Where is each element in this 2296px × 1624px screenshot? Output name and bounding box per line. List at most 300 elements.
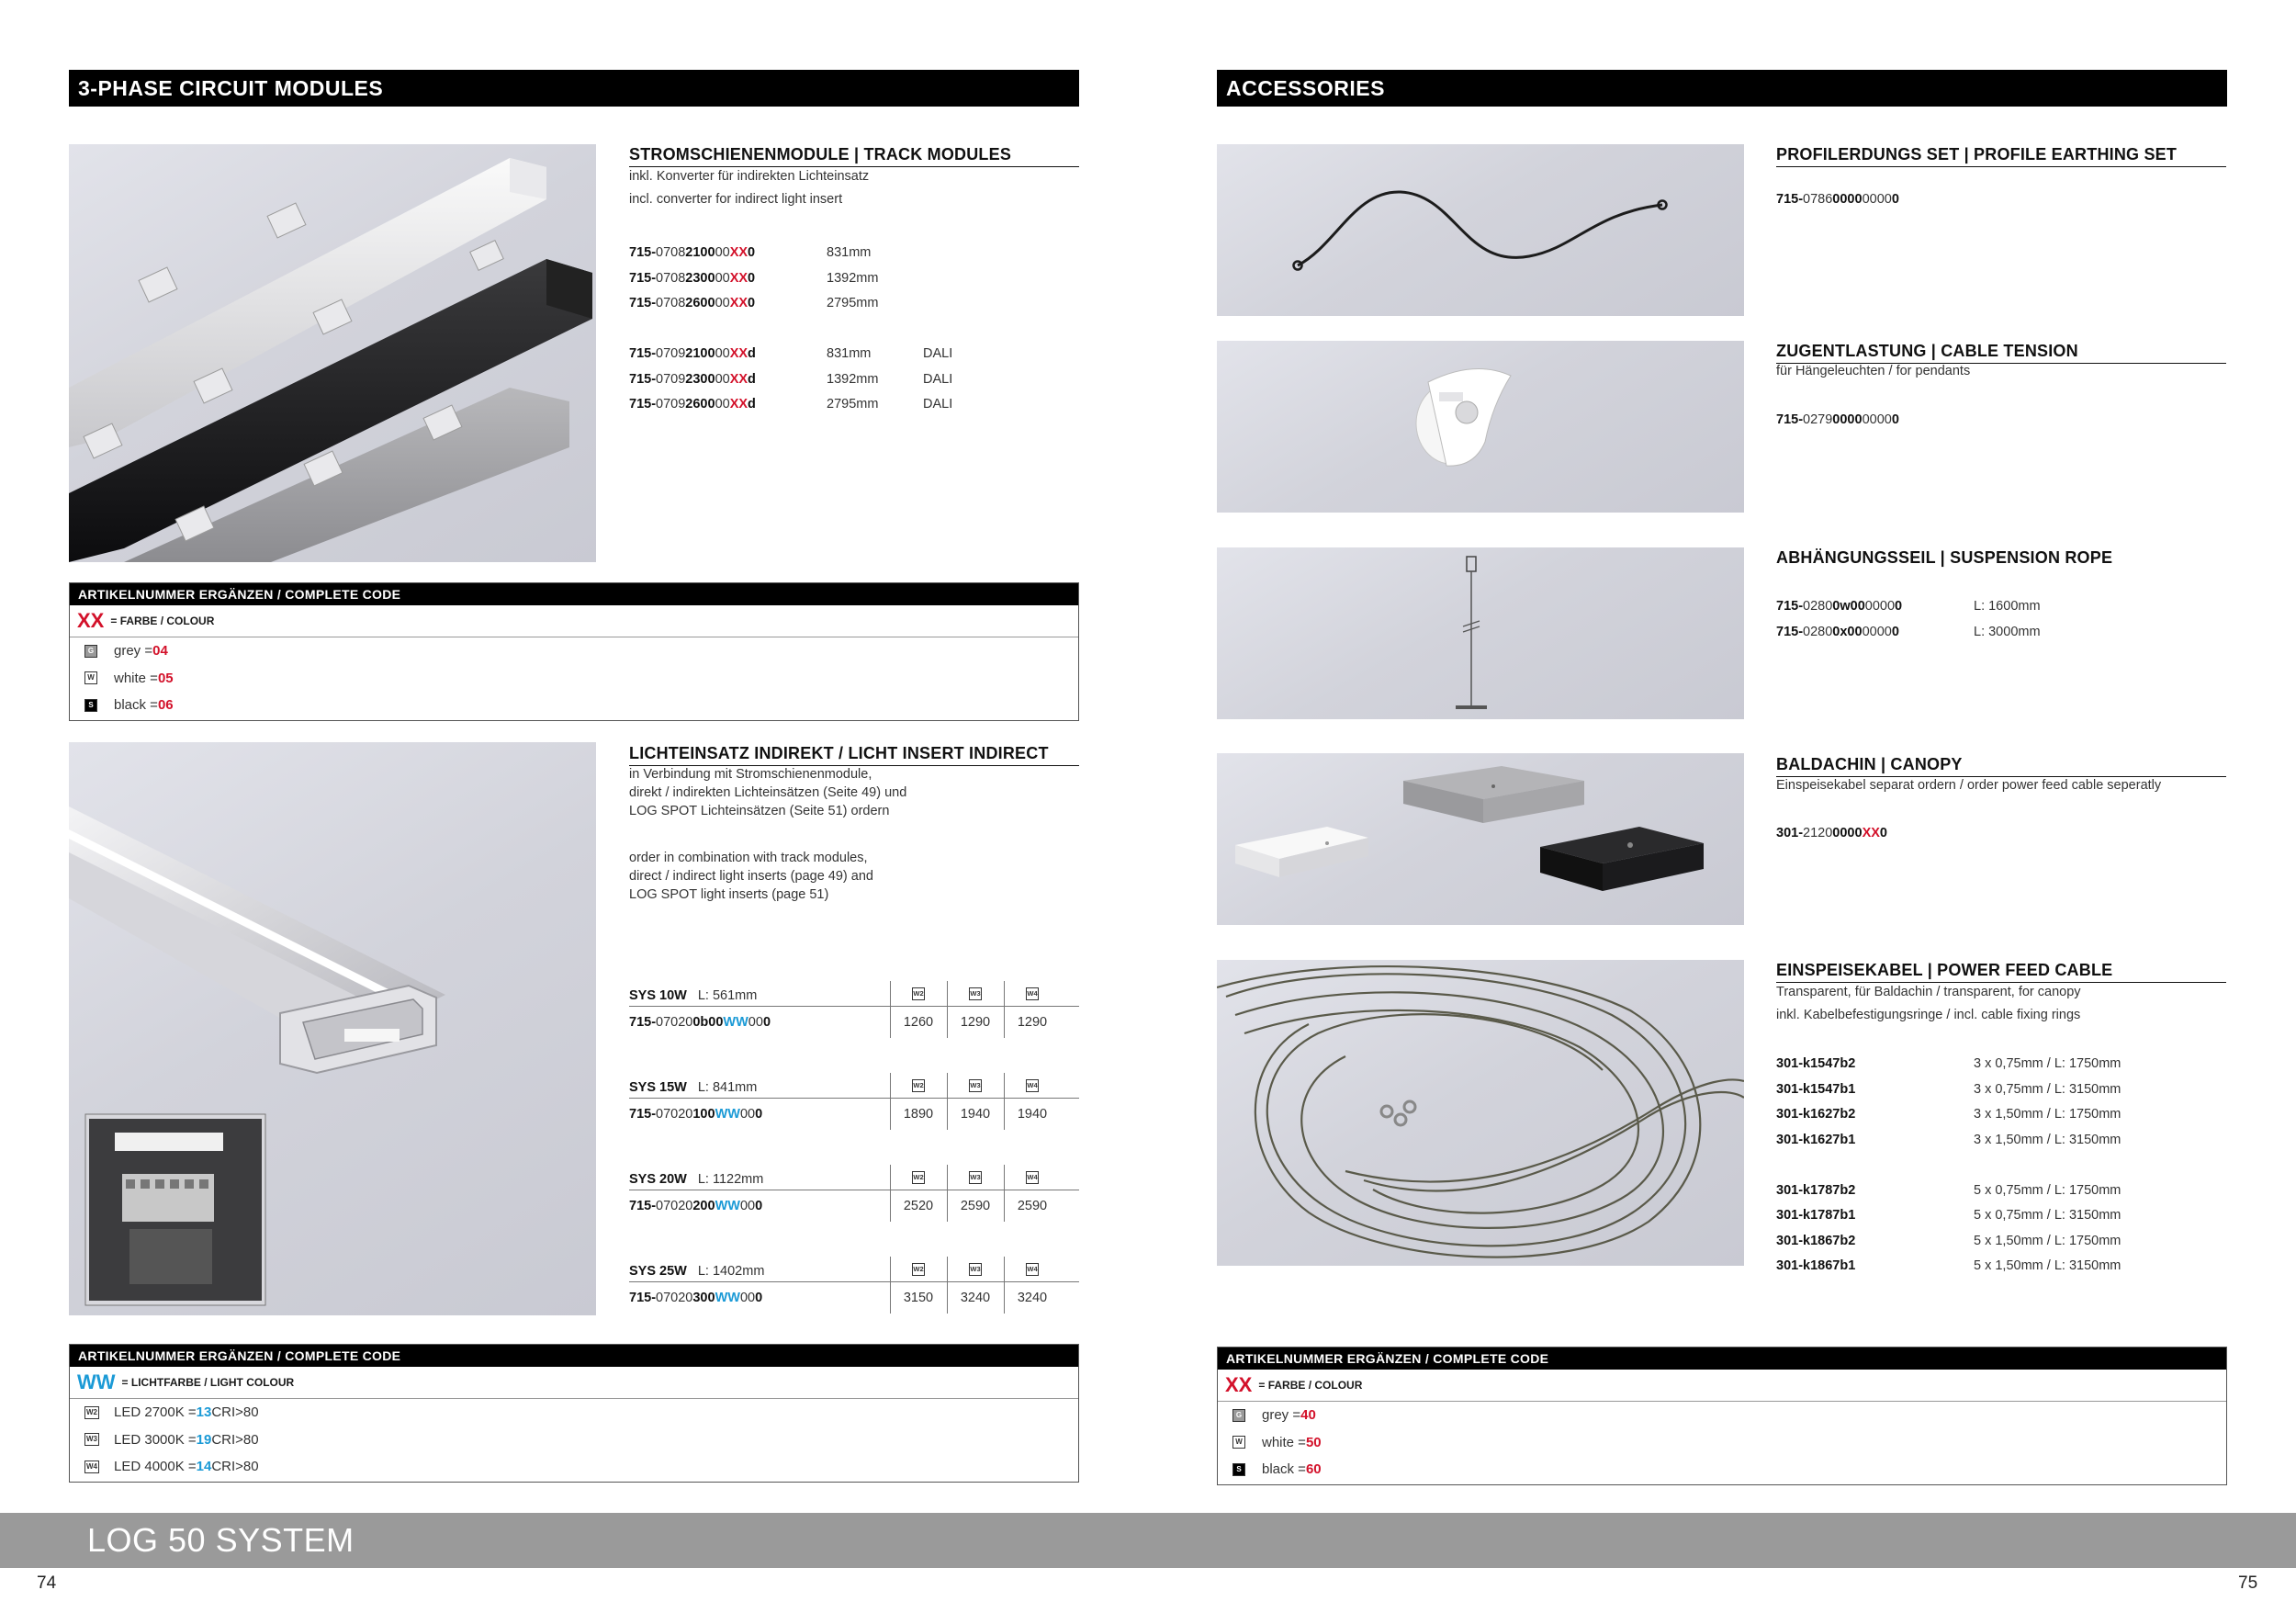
code-segment: XX — [729, 270, 748, 286]
code-segment: 0709 — [656, 397, 686, 412]
code-segment: 0000 — [1832, 192, 1863, 207]
spacer — [1776, 1153, 2121, 1179]
system-length: L: 1122mm — [697, 1172, 764, 1187]
code-segment: 715- — [1776, 192, 1804, 207]
code-segment: 715- — [1776, 412, 1804, 427]
column-divider — [947, 1257, 948, 1314]
article-code: 301-k1547b1 — [1776, 1081, 1856, 1097]
desc-line: incl. converter for indirect light insert — [629, 192, 843, 207]
code-segment: d — [748, 346, 756, 361]
column-divider — [1004, 1073, 1005, 1130]
code-segment: WW — [723, 1015, 748, 1030]
track-code-row — [629, 266, 1079, 292]
colour-swatch-icon: G — [1232, 1409, 1245, 1422]
option-code-value: 60 — [1305, 1461, 1322, 1478]
code-segment: 300 — [692, 1291, 715, 1305]
canopy-title: BALDACHIN | CANOPY — [1776, 755, 2226, 777]
column-divider — [1004, 981, 1005, 1038]
code-segment: 07020 — [656, 1015, 693, 1030]
cable-spec: 5 x 1,50mm / L: 1750mm — [1974, 1233, 2122, 1248]
module-length: 2795mm — [827, 296, 879, 310]
code-segment: 715- — [629, 245, 657, 260]
system-code — [629, 1282, 762, 1314]
cable-tension-photo — [1217, 341, 1744, 513]
power-feed-cable-codes — [1776, 1052, 2121, 1280]
colour-option — [1218, 1429, 2226, 1457]
lumen-value: 2590 — [960, 1199, 991, 1213]
catalog-footer-title: LOG 50 SYSTEM — [0, 1513, 2296, 1568]
article-code — [1776, 620, 1974, 646]
complete-code-header: ARTIKELNUMMER ERGÄNZEN / COMPLETE CODE — [70, 1345, 1078, 1367]
code-segment: d — [748, 371, 756, 387]
system-code — [629, 1099, 762, 1130]
option-label: LED 2700K = — [114, 1404, 197, 1421]
option-suffix: CRI>80 — [211, 1404, 259, 1421]
track-code-row — [629, 291, 1079, 317]
column-divider — [947, 981, 948, 1038]
option-code-value: 06 — [157, 697, 174, 714]
code-segment: 0280 — [1803, 599, 1833, 614]
system-name: SYS 25W — [629, 1264, 687, 1279]
colour-swatch-icon: S — [84, 699, 97, 712]
article-code — [1776, 187, 1899, 213]
page-number-right: 75 — [2238, 1573, 2258, 1593]
lumen-value: 3240 — [1017, 1291, 1048, 1305]
code-segment: 00 — [739, 1107, 756, 1122]
cable-code-row — [1776, 1052, 2121, 1077]
lumen-value: 1940 — [1017, 1107, 1048, 1122]
led-colour-head — [1004, 985, 1061, 1000]
system-code — [629, 1190, 762, 1222]
track-code-row — [629, 392, 1079, 418]
option-label: LED 4000K = — [114, 1459, 197, 1475]
code-segment: WW — [715, 1107, 740, 1122]
led-colour-icon: W4 — [1026, 1171, 1039, 1184]
cable-spec: 3 x 0,75mm / L: 3150mm — [1974, 1081, 2122, 1097]
code-segment: 0 — [748, 270, 756, 286]
code-segment: 715- — [629, 371, 657, 387]
cable-tension-title: ZUGENTLASTUNG | CABLE TENSION — [1776, 342, 2226, 364]
code-variable-row — [1218, 1370, 2226, 1402]
led-colour-head — [947, 985, 1004, 1000]
led-colour-icon: W2 — [912, 1263, 925, 1276]
system-name: SYS 20W — [629, 1172, 687, 1187]
option-label: grey = — [1262, 1407, 1301, 1424]
option-code-value: 40 — [1300, 1407, 1316, 1424]
code-segment: 00 — [715, 346, 730, 361]
option-suffix: CRI>80 — [211, 1431, 259, 1448]
article-code — [1776, 408, 1899, 434]
code-segment: 715- — [629, 1015, 657, 1030]
rope-length: L: 3000mm — [1974, 624, 2041, 639]
code-segment: 00 — [739, 1199, 756, 1213]
led-colour-icon: W4 — [1026, 987, 1039, 1000]
code-segment: 00 — [715, 296, 730, 310]
control-type: DALI — [923, 346, 953, 361]
option-code-value: 19 — [196, 1431, 212, 1448]
code-segment: 715- — [629, 270, 657, 286]
code-segment: 0708 — [656, 270, 686, 286]
track-modules-title: STROMSCHIENENMODULE | TRACK MODULES — [629, 145, 1079, 167]
control-type: DALI — [923, 371, 953, 387]
code-segment: 0279 — [1803, 412, 1833, 427]
column-divider — [890, 1165, 891, 1222]
option-label: grey = — [114, 643, 153, 660]
code-segment: 2300 — [685, 270, 715, 286]
system-name: SYS 10W — [629, 988, 687, 1003]
code-segment: 0708 — [656, 296, 686, 310]
code-segment: 0 — [1879, 826, 1887, 840]
code-segment: 2300 — [685, 371, 715, 387]
option-code-value: 14 — [196, 1459, 212, 1475]
code-segment: 715- — [629, 1199, 657, 1213]
system-code — [629, 1007, 771, 1038]
light-insert-photo — [69, 742, 596, 1315]
system-header — [629, 1165, 763, 1190]
led-colour-head — [947, 1077, 1004, 1092]
cable-code-row — [1776, 1254, 2121, 1280]
complete-code-box-light-colour — [69, 1344, 1079, 1483]
led-colour-icon: W4 — [1026, 1079, 1039, 1092]
module-length: 2795mm — [827, 397, 879, 412]
column-divider — [1004, 1165, 1005, 1222]
code-variable-label: = FARBE / COLOUR — [110, 615, 215, 627]
colour-option — [1218, 1456, 2226, 1483]
rope-code-row — [1776, 620, 2041, 646]
option-label: LED 3000K = — [114, 1431, 197, 1448]
code-segment: XX — [729, 245, 748, 260]
rope-length: L: 1600mm — [1974, 599, 2041, 614]
cable-code-row — [1776, 1229, 2121, 1255]
code-variable: XX — [77, 609, 105, 632]
article-code-row — [1776, 187, 1899, 213]
track-code-row — [629, 367, 1079, 393]
led-colour-head — [1004, 1260, 1061, 1276]
led-colour-head — [1004, 1077, 1061, 1092]
code-segment: 0000 — [1864, 599, 1896, 614]
system-length: L: 1402mm — [697, 1264, 765, 1279]
code-segment: 715- — [1776, 624, 1804, 639]
control-type: DALI — [923, 397, 953, 412]
colour-option — [70, 637, 1078, 665]
code-segment: XX — [729, 346, 748, 361]
code-segment: 0 — [1891, 192, 1899, 207]
led-colour-head — [947, 1260, 1004, 1276]
lumen-value: 2520 — [903, 1199, 934, 1213]
code-segment: 715- — [629, 1291, 657, 1305]
track-code-list — [629, 241, 1079, 418]
article-code: 301-k1787b1 — [1776, 1208, 1856, 1223]
code-segment: 0 — [1891, 412, 1899, 427]
system-length: L: 561mm — [697, 988, 758, 1003]
option-code-value: 50 — [1305, 1434, 1322, 1450]
code-segment: 07020 — [656, 1291, 693, 1305]
desc-line: inkl. Konverter für indirekten Lichteinsatz — [629, 169, 870, 184]
cable-code-row — [1776, 1128, 2121, 1154]
earthing-set-photo — [1217, 144, 1744, 316]
module-length: 831mm — [827, 245, 872, 260]
colour-option — [1218, 1402, 2226, 1429]
canopy-photo — [1217, 753, 1744, 925]
column-divider — [947, 1073, 948, 1130]
system-name: SYS 15W — [629, 1080, 687, 1095]
option-label: black = — [1262, 1461, 1306, 1478]
colour-swatch-icon: W — [1232, 1436, 1245, 1449]
led-colour-icon: W3 — [969, 987, 982, 1000]
code-segment: 301- — [1776, 826, 1804, 840]
earthing-set-title: PROFILERDUNGS SET | PROFILE EARTHING SET — [1776, 145, 2226, 167]
code-segment: 0709 — [656, 346, 686, 361]
option-code-value: 13 — [196, 1404, 212, 1421]
code-variable-label: = FARBE / COLOUR — [1258, 1379, 1363, 1392]
code-segment: 715- — [629, 296, 657, 310]
colour-swatch-icon: W4 — [84, 1460, 99, 1473]
page-number-left: 74 — [37, 1573, 57, 1593]
code-segment: 0 — [755, 1291, 763, 1305]
lumen-value: 2590 — [1017, 1199, 1048, 1213]
code-segment: 0 — [748, 296, 756, 310]
cable-code-row — [1776, 1077, 2121, 1103]
system-header — [629, 1257, 764, 1281]
track-code-row — [629, 342, 1079, 367]
led-colour-icon: W4 — [1026, 1263, 1039, 1276]
led-colour-head — [947, 1168, 1004, 1184]
article-code — [629, 241, 827, 266]
colour-swatch-icon: G — [84, 645, 97, 658]
article-code: 301-k1627b2 — [1776, 1107, 1856, 1122]
power-feed-cable-desc — [1776, 981, 2081, 1027]
code-segment: 00 — [739, 1291, 756, 1305]
article-code — [629, 266, 827, 292]
cable-spec: 5 x 1,50mm / L: 3150mm — [1974, 1258, 2122, 1273]
article-code-row — [1776, 821, 1887, 847]
lumen-value: 1290 — [960, 1015, 991, 1030]
article-code — [629, 367, 827, 393]
code-segment: WW — [715, 1291, 740, 1305]
article-code: 301-k1627b1 — [1776, 1132, 1856, 1147]
code-segment: 200 — [692, 1199, 715, 1213]
cable-spec: 3 x 0,75mm / L: 1750mm — [1974, 1056, 2122, 1071]
article-code: 301-k1787b2 — [1776, 1182, 1856, 1198]
module-length: 831mm — [827, 346, 872, 361]
code-segment: 00 — [748, 1015, 763, 1030]
code-segment: 0w00 — [1832, 599, 1865, 614]
led-colour-head — [890, 985, 947, 1000]
article-code-row — [1776, 408, 1899, 434]
column-divider — [1004, 1257, 1005, 1314]
column-divider — [890, 1257, 891, 1314]
cable-code-row — [1776, 1179, 2121, 1204]
track-code-row — [629, 241, 1079, 266]
cable-tension-desc: für Hängeleuchten / for pendants — [1776, 364, 1971, 378]
cable-code-row — [1776, 1102, 2121, 1128]
led-colour-icon: W3 — [969, 1171, 982, 1184]
column-divider — [890, 1073, 891, 1130]
code-segment: 2100 — [685, 245, 715, 260]
code-segment: 00 — [715, 270, 730, 286]
rope-code-row — [1776, 594, 2041, 620]
led-colour-icon: W3 — [969, 1263, 982, 1276]
option-suffix: CRI>80 — [211, 1459, 259, 1475]
code-segment: 0 — [762, 1015, 771, 1030]
lumen-value: 1890 — [903, 1107, 934, 1122]
cable-spec: 5 x 0,75mm / L: 1750mm — [1974, 1182, 2122, 1198]
column-divider — [947, 1165, 948, 1222]
suspension-rope-codes — [1776, 594, 2041, 645]
code-segment: 0 — [748, 245, 756, 260]
lumen-value: 1940 — [960, 1107, 991, 1122]
system-header — [629, 981, 757, 1006]
code-segment: XX — [729, 371, 748, 387]
power-feed-cable-photo — [1217, 960, 1744, 1266]
article-code — [1776, 821, 1887, 847]
code-segment: d — [748, 397, 756, 412]
code-segment: 0000 — [1832, 826, 1863, 840]
cable-spec: 3 x 1,50mm / L: 3150mm — [1974, 1132, 2122, 1147]
code-segment: 2100 — [685, 346, 715, 361]
track-modules-desc — [629, 165, 1079, 211]
code-segment: 100 — [692, 1107, 715, 1122]
article-code: 301-k1867b2 — [1776, 1233, 1856, 1248]
module-length: 1392mm — [827, 270, 879, 286]
code-segment: 00 — [715, 371, 730, 387]
code-segment: 0 — [1891, 624, 1899, 639]
code-segment: 2600 — [685, 296, 715, 310]
desc-line: in Verbindung mit Stromschienenmodule, — [629, 767, 872, 782]
code-segment: 00 — [715, 397, 730, 412]
code-segment: 2600 — [685, 397, 715, 412]
code-segment: XX — [1862, 826, 1880, 840]
system-length: L: 841mm — [697, 1080, 758, 1095]
lumen-value: 3150 — [903, 1291, 934, 1305]
complete-code-header: ARTIKELNUMMER ERGÄNZEN / COMPLETE CODE — [70, 583, 1078, 605]
desc-line: LOG SPOT Lichteinsätzen (Seite 51) ordern — [629, 804, 890, 818]
code-segment: 00 — [715, 245, 730, 260]
light-insert-desc-de — [629, 765, 1079, 820]
desc-line: direkt / indirekten Lichteinsätzen (Seite 49) und — [629, 785, 907, 800]
module-length: 1392mm — [827, 371, 879, 387]
code-segment: 715- — [1776, 599, 1804, 614]
code-segment: 0 — [1895, 599, 1903, 614]
led-colour-icon: W3 — [969, 1079, 982, 1092]
complete-code-header: ARTIKELNUMMER ERGÄNZEN / COMPLETE CODE — [1218, 1348, 2226, 1370]
system-header — [629, 1073, 757, 1098]
article-code — [629, 392, 827, 418]
complete-code-box-colour — [69, 582, 1079, 721]
code-segment: 2120 — [1803, 826, 1833, 840]
code-segment: 0000 — [1862, 624, 1892, 639]
cable-tension-code — [1776, 408, 1899, 434]
code-segment: 0b00 — [692, 1015, 724, 1030]
light-insert-desc-en — [629, 849, 1079, 904]
cable-code-row — [1776, 1203, 2121, 1229]
code-segment: 0000 — [1862, 412, 1892, 427]
code-segment: 0 — [755, 1107, 763, 1122]
colour-option — [70, 665, 1078, 693]
lumen-value: 3240 — [960, 1291, 991, 1305]
colour-option — [70, 1453, 1078, 1481]
code-segment: 0786 — [1803, 192, 1833, 207]
colour-swatch-icon: W — [84, 671, 97, 684]
led-colour-head — [1004, 1168, 1061, 1184]
code-segment: 07020 — [656, 1107, 693, 1122]
led-colour-head — [890, 1077, 947, 1092]
code-variable: WW — [77, 1370, 116, 1393]
cable-spec: 3 x 1,50mm / L: 1750mm — [1974, 1107, 2122, 1122]
option-label: white = — [1262, 1434, 1306, 1450]
colour-option — [70, 1427, 1078, 1454]
spacer — [629, 317, 1079, 343]
led-colour-icon: W2 — [912, 1171, 925, 1184]
desc-line: order in combination with track modules, — [629, 851, 868, 865]
section-title-right: ACCESSORIES — [1217, 70, 2227, 107]
code-segment: 07020 — [656, 1199, 693, 1213]
code-segment: 0709 — [656, 371, 686, 387]
code-segment: 715- — [629, 346, 657, 361]
code-variable-row — [70, 1367, 1078, 1399]
option-code-value: 04 — [152, 643, 168, 660]
code-segment: 715- — [629, 1107, 657, 1122]
colour-swatch-icon: S — [1232, 1463, 1245, 1476]
colour-swatch-icon: W3 — [84, 1433, 99, 1446]
colour-option — [70, 692, 1078, 719]
led-colour-icon: W2 — [912, 987, 925, 1000]
option-label: black = — [114, 697, 158, 714]
colour-option — [70, 1399, 1078, 1427]
led-colour-icon: W2 — [912, 1079, 925, 1092]
code-segment: XX — [729, 296, 748, 310]
track-modules-photo — [69, 144, 596, 562]
section-title-left: 3-PHASE CIRCUIT MODULES — [69, 70, 1079, 107]
article-code — [629, 342, 827, 367]
code-segment: 0x00 — [1832, 624, 1863, 639]
power-feed-cable-title: EINSPEISEKABEL | POWER FEED CABLE — [1776, 961, 2226, 983]
code-variable: XX — [1225, 1373, 1253, 1396]
option-code-value: 05 — [157, 670, 174, 686]
code-segment: 715- — [629, 397, 657, 412]
desc-line: LOG SPOT light inserts (page 51) — [629, 887, 829, 902]
code-segment: XX — [729, 397, 748, 412]
code-segment: 0708 — [656, 245, 686, 260]
desc-line: Transparent, für Baldachin / transparent, for canopy — [1776, 985, 2081, 999]
code-variable-row — [70, 605, 1078, 637]
led-colour-head — [890, 1260, 947, 1276]
led-colour-head — [890, 1168, 947, 1184]
lumen-value: 1260 — [903, 1015, 934, 1030]
light-insert-title: LICHTEINSATZ INDIREKT / LICHT INSERT INDIRECT — [629, 744, 1079, 766]
desc-line: inkl. Kabelbefestigungsringe / incl. cable fixing rings — [1776, 1008, 2081, 1022]
article-code: 301-k1867b1 — [1776, 1258, 1856, 1273]
colour-swatch-icon: W2 — [84, 1406, 99, 1419]
article-code — [1776, 594, 1974, 620]
column-divider — [890, 981, 891, 1038]
cable-spec: 5 x 0,75mm / L: 3150mm — [1974, 1208, 2122, 1223]
earthing-code — [1776, 187, 1899, 213]
code-segment: 0280 — [1803, 624, 1833, 639]
option-label: white = — [114, 670, 158, 686]
article-code: 301-k1547b2 — [1776, 1056, 1856, 1071]
complete-code-box-colour-right — [1217, 1347, 2227, 1485]
code-segment: WW — [715, 1199, 740, 1213]
code-segment: 0000 — [1832, 412, 1863, 427]
canopy-desc: Einspeisekabel separat ordern / order power feed cable seperatly — [1776, 778, 2162, 793]
desc-line: direct / indirect light inserts (page 49) and — [629, 869, 873, 884]
system-table — [629, 981, 1079, 1316]
article-code — [629, 291, 827, 317]
lumen-value: 1290 — [1017, 1015, 1048, 1030]
suspension-rope-photo — [1217, 547, 1744, 719]
suspension-rope-title: ABHÄNGUNGSSEIL | SUSPENSION ROPE — [1776, 548, 2113, 567]
